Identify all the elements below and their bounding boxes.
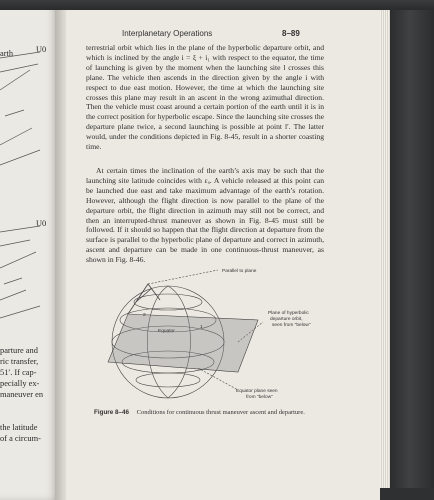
figure-caption-label: Figure 8–46 bbox=[94, 409, 129, 416]
figure-caption-text: Conditions for continuous thrust maneuver ascent and departure. bbox=[136, 409, 305, 416]
paragraph-2 bbox=[86, 166, 324, 265]
paragraph-1 bbox=[86, 43, 324, 152]
left-page-line: the latitude bbox=[0, 423, 38, 432]
label-equator-plane: Equator plane seen from "below" bbox=[236, 389, 278, 400]
left-page-line: U0 bbox=[36, 219, 47, 228]
paragraph-2-text: At certain times the inclination of the earth’s axis may be such that the launching site latitude coincides with εₐ. A vehicle released at this point can be launched due east and take maximum advantage of the earth’s rotation. However, although the flight direction is now parallel to the plane of the departure orbit, the flight direction in azimuth may still not be correct, and then an interrupted-thrust maneuver as shown in Fig. 8-45 must still be followed. If it should so happen that the flight direction at departure from the surface is parallel to the hyperbolic plane of departure and correct in azimuth, ascent and departure can be made in one continuous-thrust maneuver, as shown in Fig. 8-46. bbox=[86, 166, 324, 265]
left-page-line: U0 bbox=[36, 45, 47, 54]
book-cover bbox=[390, 0, 434, 500]
header-title: Interplanetary Operations bbox=[122, 29, 213, 38]
left-page-line: ric transfer, bbox=[0, 357, 39, 366]
left-page-diagrams bbox=[0, 0, 60, 500]
label-equator: Equator bbox=[158, 329, 175, 334]
book-cover-top bbox=[0, 0, 434, 10]
figure-8-46-diagram bbox=[88, 262, 338, 402]
book-cover-bottom bbox=[380, 488, 434, 500]
left-page-line: of a circum- bbox=[0, 434, 41, 443]
left-page-line: pecially ex- bbox=[0, 379, 40, 388]
page-number: 8–89 bbox=[282, 29, 300, 38]
left-page bbox=[0, 0, 60, 500]
figure-caption bbox=[94, 409, 334, 416]
left-page-line: maneuver en bbox=[0, 390, 44, 399]
paragraph-1-text: terrestrial orbit which lies in the plane of the hyperbolic departure orbit, and which is inclined by the angle i = ξ + i₁ with respect to the equator, the time of launching is given by the moment when the launching site l crosses this plane. The vehicle then ascends in the direction given by the angle i with respect to due east motion. However, the time at which the launching site crosses this plane may result in an ascent in the wrong azimuthal direction. Then the vehicle must coast around a certain portion of the earth until it is in the correct position for hyperbolic escape. Since the launching site crosses the departure plane twice, a second launching is possible at point l′. The latter would, under the conditions depicted in Fig. 8-45, result in a shorter coasting time. bbox=[86, 43, 324, 152]
label-num-2: 2 bbox=[143, 313, 146, 318]
left-page-line: arth bbox=[0, 49, 14, 58]
left-page-line: 51′. If cap- bbox=[0, 368, 37, 377]
label-plane-of-hyperbolic-orbit: Plane of hyperbolic departure orbit, seen from "below" bbox=[268, 311, 311, 328]
label-num-1: 1 bbox=[200, 325, 203, 330]
left-page-line: parture and bbox=[0, 346, 38, 355]
label-parallel-to-plane: Parallel to plane bbox=[222, 269, 257, 274]
